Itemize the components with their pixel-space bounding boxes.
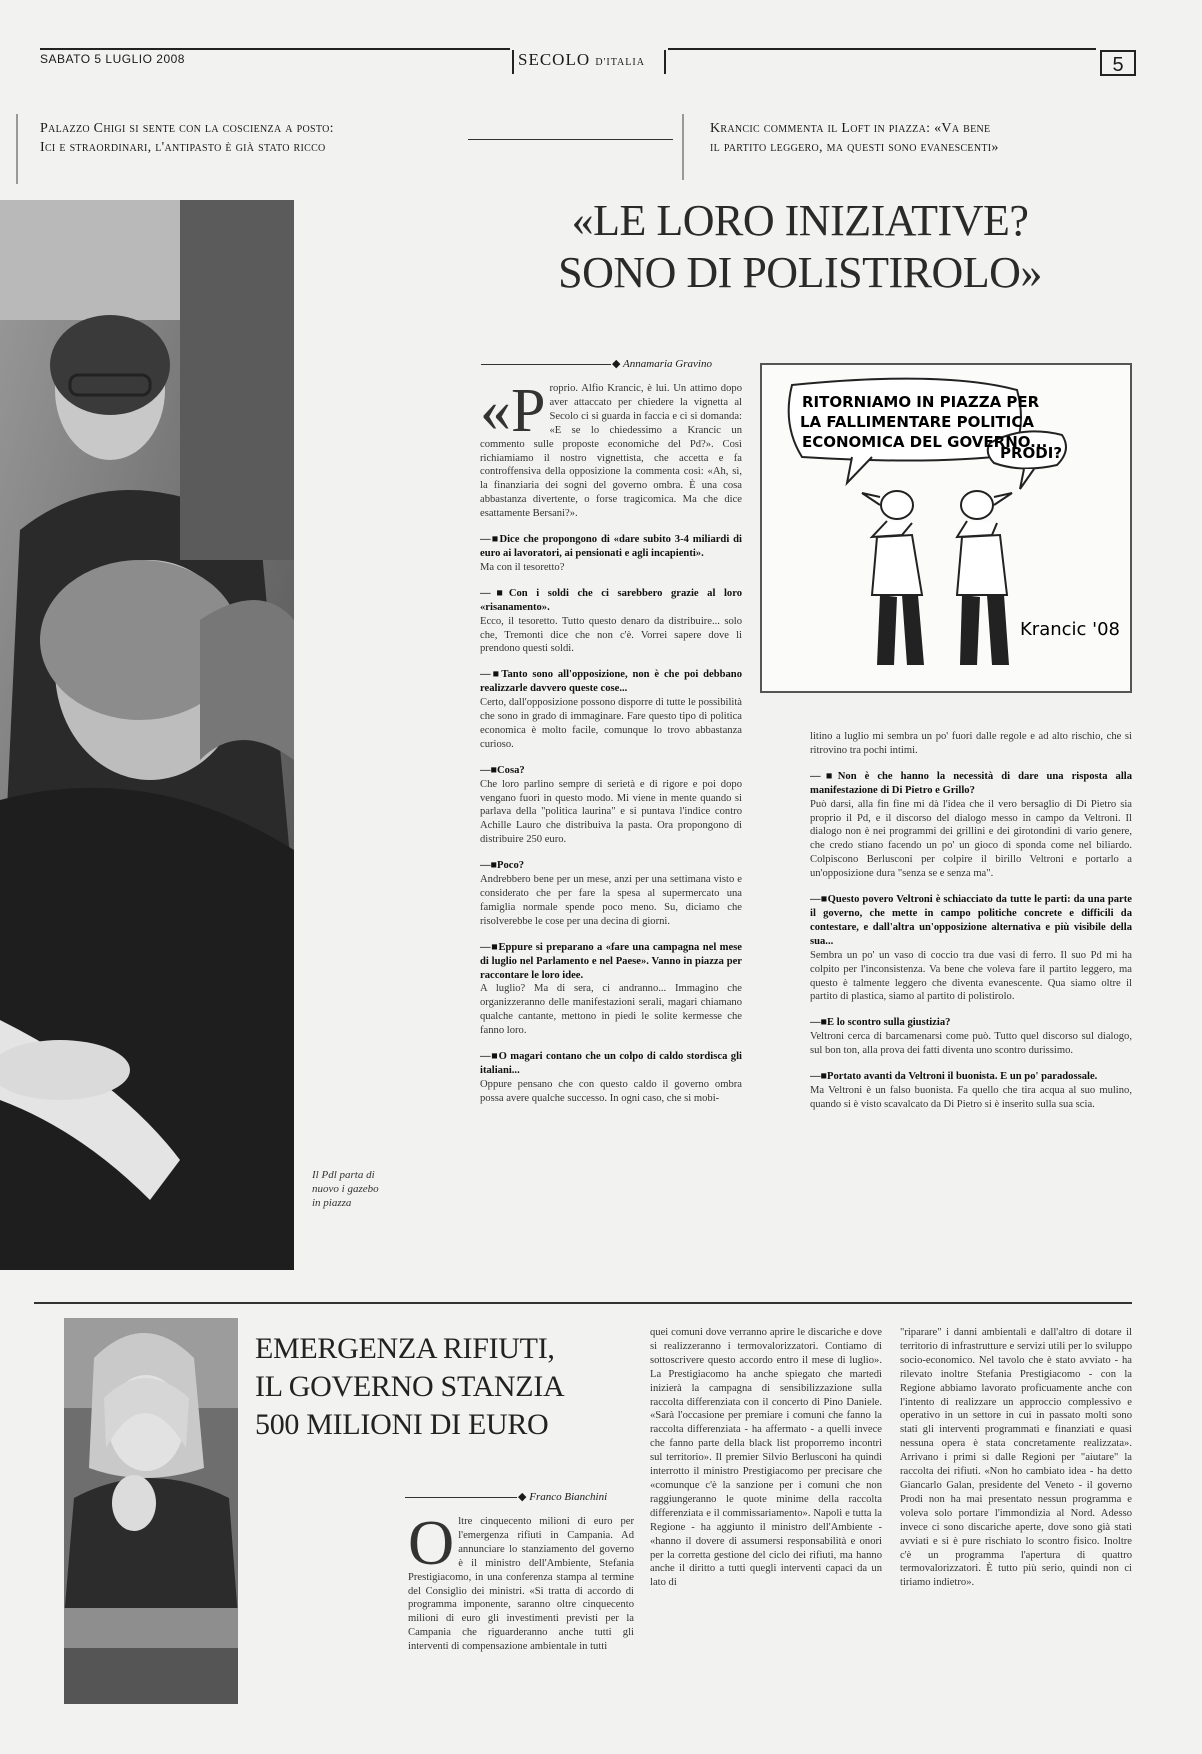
interview-answer: Certo, dall'opposizione possono disporre di tutte le possibilità che sono in grado di immaginare. Fare questo tipo di politica economica è molto facile, comunque lo trovo abbastanza curioso. xyxy=(480,697,742,750)
kicker-bracket-left xyxy=(16,114,24,184)
cartoon-signature: Krancic '08 xyxy=(1020,619,1121,640)
interview-answer: Ecco, il tesoretto. Tutto questo denaro da distribuire... solo che, Tremonti dice che non c'è. Vorrei sapere dove li prendono questi soldi. xyxy=(480,615,742,655)
masthead-small: D'ITALIA xyxy=(595,57,645,68)
interview-answer: A luglio? Ma di sera, ci andranno... Immagino che organizzeranno delle manifestazioni serali, magari chiamano qualche cantante, mettono in piedi le solite kermesse che fanno loro. xyxy=(480,983,742,1037)
article2-byline-author: Franco Bianchini xyxy=(529,1491,608,1503)
issue-date: SABATO 5 LUGLIO 2008 xyxy=(40,52,185,66)
cartoon-balloon2: PRODI? xyxy=(1000,444,1063,462)
interview-question: —■ E lo scontro sulla giustizia? xyxy=(810,1016,1132,1030)
article2-byline-rule xyxy=(405,1497,517,1498)
interview-question: —■ Dice che propongono di «dare subito 3-4 miliardi di euro ai lavoratori, ai pensionati e agli incapienti». xyxy=(480,533,742,561)
header-rule-left xyxy=(40,48,510,50)
interview-answer: Veltroni cerca di barcamenarsi come può. Tutto quel discorso sul dialogo, sul bon ton, alla prova dei fatti diventa uno scontro durissimo. xyxy=(810,1031,1132,1057)
byline-rule xyxy=(481,364,611,365)
article2-headline xyxy=(255,1330,635,1444)
interview-question: —■ Questo povero Veltroni è schiacciato da tutte le parti: da una parte il governo, che mette in campo politiche concrete e difficili da contestare, e dall'altra un'opposizione alternativa e più visibile della sua... xyxy=(810,893,1132,949)
interview-answer: Ma con il tesoretto? xyxy=(480,561,565,573)
article2-headline-line3: 500 MILIONI DI EURO xyxy=(255,1408,549,1441)
photo-people-image xyxy=(0,200,294,1270)
interview-answer: roprio. Alfio Krancic, è lui. Un attimo dopo aver attaccato per chiedere la vignetta al Secolo ci si guarda in faccia e ci si domanda: «E se lo chiedessimo a Krancic un commento sulle proposte economiche del Pd?». Così richiamiamo il nostro vignettista, che accetta e fa controffensiva della opposizione la commenta così: «Ah, sì, la finanziaria dei sogni del governo ombra. È una cosa abbastanza divertente, o forse tragicomica. Ma che dice esattamente Bersani?». xyxy=(480,383,742,520)
interview-answer: Può darsi, alla fin fine mi dà l'idea che il vero bersaglio di Di Pietro sia proprio il Pd, e il discorso del dialogo messo in campo da Veltroni. Il dialogo non è nei programmi dei grillini e dei girotondini di vario genere, che credo stiano facendo un po' un gioco di sponda come nel biliardo. Colpiscono Berlusconi per colpire il birillo Veltroni e portarlo a un'opposizione dura "senza se e senza ma". xyxy=(810,798,1132,880)
article2-column-2-text: quei comuni dove verranno aprire le discariche e dove si realizzeranno i termovalorizzatori. Contiamo di sottoscrivere questo accordo entro il mese di luglio». La Prestigiacomo ha anche spiegato che martedì inizierà la campagna di sensibilizzazione sulla raccolta differenziata con il concerto di Pino Daniele. «Sarà l'occasione per premiare i comuni che fanno la raccolta differenziata - ha affermato - a quelli invece che fanno parte della black list proporremo incontri sul territorio». Il premier Silvio Berlusconi ha quindi interrotto il ministro Prestigiacomo per precisare che «comunque c'è la sanzione per i comuni che non raggiungeranno le quote minime della raccolta differenziata e il commissariamento». Napoli e tutta la Regione - ha aggiunto il ministro dell'Ambiente - «hanno il dovere di assumersi responsabilità e onori per la corretta gestione del ciclo dei rifiuti, ma hanno anche il diritto a tutti quegli interventi capaci da un lato di xyxy=(650,1327,882,1589)
article2-dropcap: O xyxy=(408,1515,455,1578)
article2-headline-line2: IL GOVERNO STANZIA xyxy=(255,1370,565,1403)
kicker-right xyxy=(710,120,1130,158)
kicker-right-line1: Krancic commenta il Loft in piazza: «Va bene xyxy=(710,121,991,136)
cartoon-balloon1-line1: RITORNIAMO IN PIAZZA PER xyxy=(802,393,1040,411)
article-headline xyxy=(485,195,1115,299)
article-dropcap: «P xyxy=(480,382,546,445)
interview-question: —■ Poco? xyxy=(480,859,742,873)
interview-question: —■ Tanto sono all'opposizione, non è che poi debbano realizzarle davvero queste cose... xyxy=(480,668,742,696)
article2-column-2 xyxy=(650,1326,882,1734)
interview-question: —■ O magari contano che un colpo di caldo stordisca gli italiani... xyxy=(480,1050,742,1078)
header-divider xyxy=(664,50,666,74)
article-photo-minister xyxy=(64,1318,238,1704)
interview-answer: Andrebbero bene per un mese, anzi per una settimana visto e considerato che per fare la spesa al supermercato una famiglia normale spende poco meno. Su, diciamo che risolverebbe le cose per una decina di giorni. xyxy=(480,874,742,927)
photo-caption: Il Pdl parta di nuovo i gazebo in piazza xyxy=(312,1169,379,1209)
byline xyxy=(612,357,752,370)
headline-line1: «LE LORO INIZIATIVE? xyxy=(571,196,1029,245)
section-separator xyxy=(34,1302,1132,1304)
masthead-main: SECOLO xyxy=(518,50,591,69)
kicker-bracket-right xyxy=(682,114,690,180)
article2-byline xyxy=(518,1490,638,1503)
cartoon xyxy=(760,363,1132,693)
interview-answer: Sembra un po' un vaso di coccio tra due vasi di ferro. Il suo Pd mi ha colpito per l'inconsistenza. Va bene che voleva fare il partito leggero, ma questo è talmente leggero che diventa evanescente. Qua siamo oltre il partito di plastica, siamo al partito di polistirolo. xyxy=(810,949,1132,1003)
kicker-right-line2: il partito leggero, ma questi sono evanescenti» xyxy=(710,139,999,155)
interview-question: —■ Con i soldi che ci sarebbero grazie al loro «risanamento». xyxy=(480,587,742,615)
article2-column-3-text: "riparare" i danni ambientali e dall'altro di dotare il territorio di infrastrutture e servizi utili per lo sviluppo socio-economico. Nel tavolo che è stato avviato - ha rilevato inoltre Stefania Prestigiacomo - con la Regione abbiamo lavorato proficuamente anche con l'intento di realizzare un approccio complessivo e operativo in un settore in cui in passato molti sono stati gli interventi programmati e finanziati e quasi nessuna opera è stata concretamente realizzata». Arrivano i primi sì dalle Regioni per "aiutare" la raccolta dei rifiuti. «Non ho cambiato idea - ha detto Giancarlo Galan, presidente del Veneto - il governo Prodi non ha mai presentato nessun programma e voleva solo portare l'immondizia al Nord. Adesso invece ci sono discariche aperte, dove sono già stati avviati e si è pure rischiato lo scontro fisico. Inoltre c'è un programma l'apertura di quattro termovalorizzatori. È tutto più serio, quindi non ci tiriamo indietro». xyxy=(900,1327,1132,1589)
headline-line2: SONO DI POLISTIROLO» xyxy=(558,248,1042,297)
article-column-2 xyxy=(810,730,1132,1270)
article2-headline-line1: EMERGENZA RIFIUTI, xyxy=(255,1332,555,1365)
kicker-rule xyxy=(468,139,673,140)
interview-answer: litino a luglio mi sembra un po' fuori dalle regole e ad alto rischio, che si ritrovino tra pochi intimi. xyxy=(810,731,1132,756)
header-rule-right xyxy=(668,48,1096,50)
article2-column-1-text: ltre cinquecento milioni di euro per l'emergenza rifiuti in Campania. Ad annunciare lo stanziamento del governo è il ministro dell'Ambiente, Stefania Prestigiacomo, in una conferenza stampa al termine del Consiglio dei ministri. «Si tratta di accordo di programma imponente, saranno oltre cinquecento milioni di euro gli investimenti previsti per la Campania che riguarderanno anche tutti gli interventi di compensazione ambientale in tutti xyxy=(408,1516,634,1653)
page-number: 5 xyxy=(1100,50,1136,76)
interview-question: —■ Eppure si preparano a «fare una campagna nel mese di luglio nel Parlamento e nel Paese». Vanno in piazza per raccontare le loro idee. xyxy=(480,941,742,983)
interview-answer: Ma Veltroni è un falso buonista. Fa quello che tira acqua al suo mulino, quando si è visto scavalcato da Di Pietro si è inserito sulla sua scia. xyxy=(810,1084,1132,1110)
cartoon-drawing xyxy=(762,365,1130,691)
byline-diamond-icon: ◆ xyxy=(518,1491,527,1503)
cartoon-balloon1-line3: ECONOMICA DEL GOVERNO... xyxy=(802,433,1048,451)
header-divider xyxy=(512,50,514,74)
interview-answer: Oppure pensano che con questo caldo il governo ombra possa avere qualche successo. In ogni caso, che si mobi- xyxy=(480,1078,742,1104)
interview-answer: Che loro parlino sempre di serietà e di rigore e poi dopo vengano fuori in questo modo. Mi viene in mente quando si parlava della "politica laurina" e si puntava l'indice contro Achille Lauro che distribuiva la pasta. Ora propongono di distribuire 250 euro. xyxy=(480,778,742,846)
interview-question: —■ Cosa? xyxy=(480,764,742,778)
article-column-1 xyxy=(480,382,742,1262)
kicker-left-line1: Palazzo Chigi si sente con la coscienza a posto: xyxy=(40,121,334,136)
cartoon-balloon1-line2: LA FALLIMENTARE POLITICA xyxy=(800,413,1034,431)
kicker-left-line2: Ici e straordinari, l'antipasto è già stato ricco xyxy=(40,139,326,155)
article-photo-people xyxy=(0,200,294,1270)
article2-column-1 xyxy=(408,1515,634,1733)
byline-author: Annamaria Gravino xyxy=(623,358,712,370)
photo-minister-image xyxy=(64,1318,238,1704)
kicker-left xyxy=(40,120,470,158)
article2-column-3 xyxy=(900,1326,1132,1734)
interview-question: —■ Portato avanti da Veltroni il buonista. E un po' paradossale. xyxy=(810,1070,1132,1084)
masthead xyxy=(518,50,645,70)
interview-question: —■ Non è che hanno la necessità di dare una risposta alla manifestazione di Di Pietro e Grillo? xyxy=(810,770,1132,798)
byline-diamond-icon: ◆ xyxy=(612,358,621,370)
